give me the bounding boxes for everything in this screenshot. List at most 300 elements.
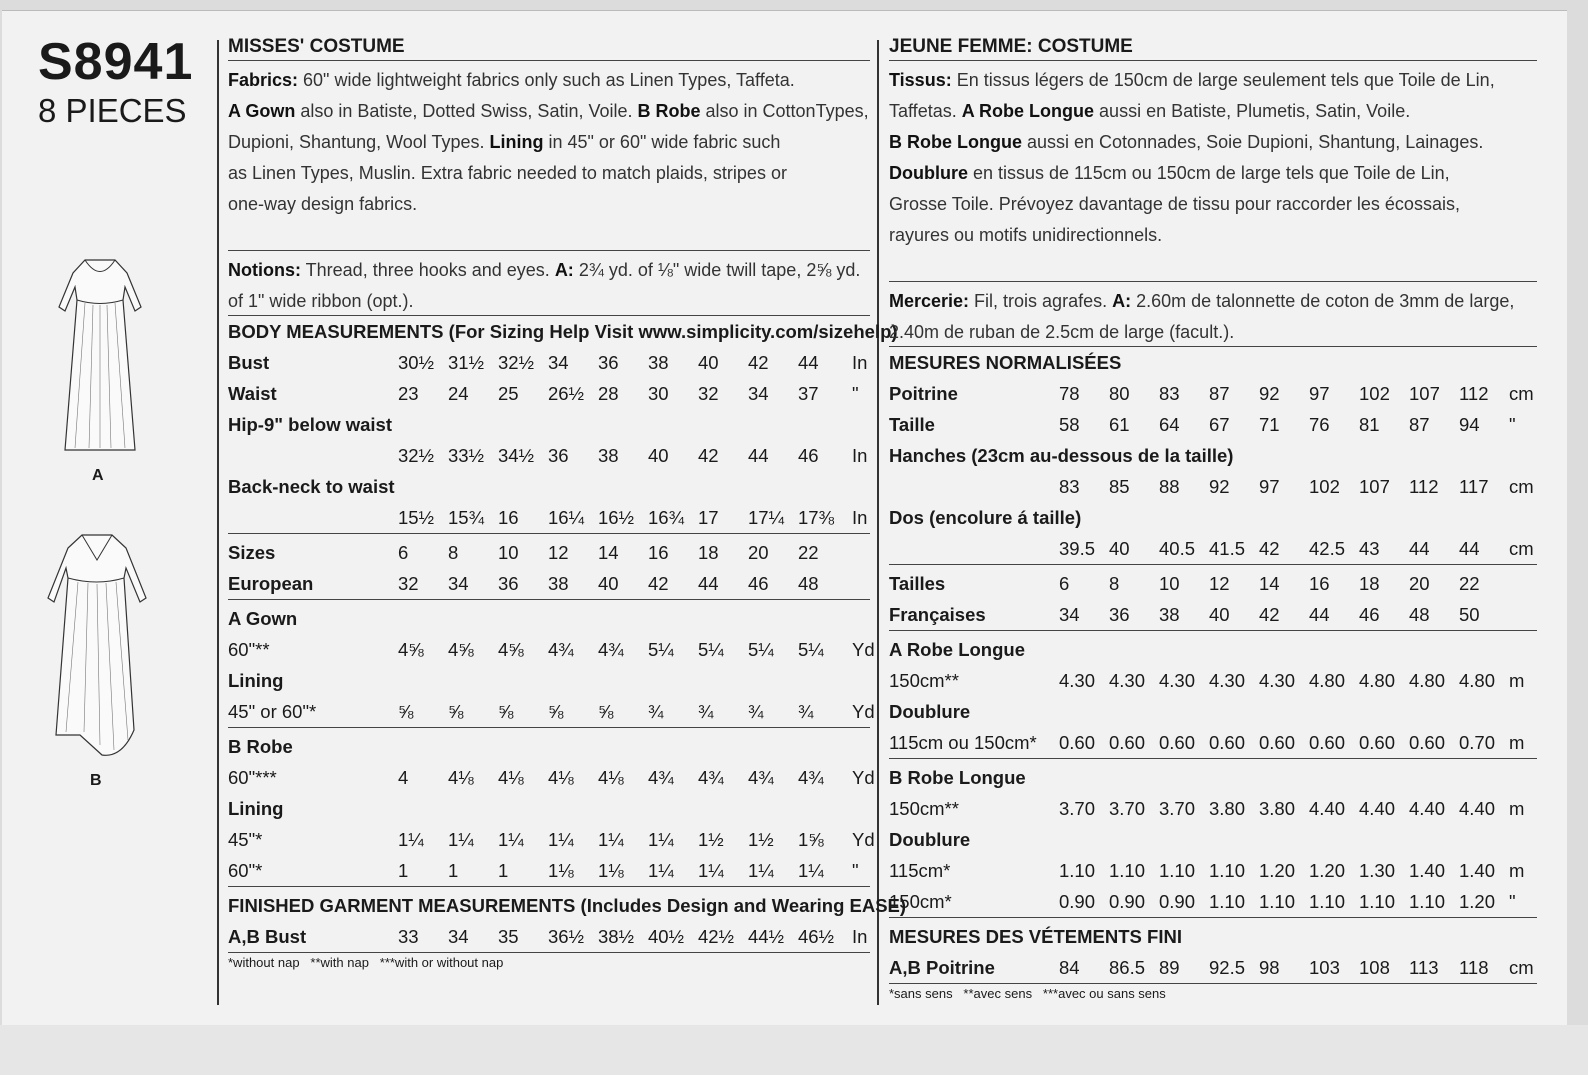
european-row-value: 46 bbox=[1359, 604, 1380, 625]
fabrics-text: aussi en Cotonnades, Soie Dupioni, Shantung, Lainages. bbox=[1022, 132, 1484, 152]
back-row-value: 16 bbox=[498, 507, 519, 528]
a-gown-row-value: 4.30 bbox=[1209, 670, 1246, 691]
european-row-value: 38 bbox=[1159, 604, 1180, 625]
bust-row-value: 78 bbox=[1059, 383, 1080, 404]
bust-row-unit: In bbox=[852, 352, 868, 373]
notions-text: 2.40m de ruban de 2.5cm de large (facult.). bbox=[889, 322, 1235, 342]
b-lining-label-row-text: Lining bbox=[228, 798, 284, 819]
sizes-row-value: 22 bbox=[798, 542, 819, 563]
waist-row-value: 32 bbox=[698, 383, 719, 404]
fabrics-text: 60" wide lightweight fabrics only such as Linen Types, Taffeta. bbox=[298, 70, 795, 90]
back-row-value: 15¾ bbox=[448, 507, 485, 528]
european-row-value: 42 bbox=[1259, 604, 1280, 625]
b-lining-row-2-value: 1.20 bbox=[1459, 891, 1496, 912]
pattern-number: S8941 bbox=[38, 33, 194, 91]
a-gown-row-value: 4⅝ bbox=[498, 639, 524, 660]
sizes-row bbox=[889, 568, 1537, 599]
b-lining-row-1-value: 1¼ bbox=[398, 829, 424, 850]
background-strip bbox=[0, 1025, 1588, 1075]
finished-bust-row-value: 46½ bbox=[798, 926, 835, 947]
a-lining-row-value: 0.60 bbox=[1209, 732, 1246, 753]
a-lining-row-value: ¾ bbox=[648, 701, 664, 722]
european-row-value: 38 bbox=[548, 573, 569, 594]
a-gown-row-unit: m bbox=[1509, 670, 1525, 691]
b-lining-row-1-unit: m bbox=[1509, 860, 1525, 881]
european-row-value: 36 bbox=[1109, 604, 1130, 625]
a-lining-row-value: 0.60 bbox=[1109, 732, 1146, 753]
back-label-row bbox=[228, 471, 870, 502]
view-b-label: B bbox=[90, 772, 102, 789]
b-lining-row-1-value: 1½ bbox=[748, 829, 774, 850]
hip-row bbox=[889, 471, 1537, 502]
waist-row bbox=[889, 409, 1537, 440]
b-lining-row-2-value: 0.90 bbox=[1159, 891, 1196, 912]
back-row-value: 44 bbox=[1459, 538, 1480, 559]
a-lining-row-value: ⅝ bbox=[448, 701, 464, 722]
finished-bust-row-unit: In bbox=[852, 926, 868, 947]
b-lining-row-1-value: 1.20 bbox=[1309, 860, 1346, 881]
back-row-value: 16½ bbox=[598, 507, 635, 528]
fabrics-text: Types, Dupioni, Shantung, Wool Types. bbox=[228, 101, 869, 152]
hip-row-value: 107 bbox=[1359, 476, 1390, 497]
bust-row-value: 107 bbox=[1409, 383, 1440, 404]
b-robe-row-value: 4.40 bbox=[1409, 798, 1446, 819]
european-row-value: 44 bbox=[1309, 604, 1330, 625]
fabrics-bold: B Robe Longue bbox=[889, 132, 1022, 152]
waist-row-value: 58 bbox=[1059, 414, 1080, 435]
a-lining-row-label: 45" or 60"* bbox=[228, 701, 317, 722]
sizes-row-value: 20 bbox=[1409, 573, 1430, 594]
waist-row-value: 28 bbox=[598, 383, 619, 404]
fabrics-bold: Lining bbox=[489, 132, 544, 152]
b-lining-row-2-value: 1¼ bbox=[698, 860, 724, 881]
european-row-value: 48 bbox=[798, 573, 819, 594]
back-row-unit: In bbox=[852, 507, 868, 528]
divider bbox=[228, 952, 870, 953]
a-gown-row-value: 4¾ bbox=[598, 639, 624, 660]
body-measurements-title bbox=[228, 316, 898, 347]
back-row-value: 40.5 bbox=[1159, 538, 1196, 559]
finished-bust-row-value: 35 bbox=[498, 926, 519, 947]
a-lining-row-value: ¾ bbox=[698, 701, 714, 722]
fabrics-bold: A Robe Longue bbox=[961, 101, 1095, 121]
b-lining-row-2-value: 0.90 bbox=[1059, 891, 1096, 912]
finished-bust-row-value: 40½ bbox=[648, 926, 685, 947]
a-lining-row-value: ¾ bbox=[798, 701, 814, 722]
finished-bust-row-value: 38½ bbox=[598, 926, 635, 947]
b-robe-label-row-text: B Robe Longue bbox=[889, 767, 1026, 788]
sizes-row-value: 22 bbox=[1459, 573, 1480, 594]
hip-row-value: 85 bbox=[1109, 476, 1130, 497]
european-row-value: 34 bbox=[1059, 604, 1080, 625]
fabrics-paragraph bbox=[228, 61, 870, 251]
finished-bust-row bbox=[889, 952, 1537, 983]
notions-bold: Notions: bbox=[228, 260, 301, 280]
bust-row-value: 83 bbox=[1159, 383, 1180, 404]
notions-text: Thread, three hooks and eyes. bbox=[300, 260, 555, 280]
fabrics-text: aussi en Batiste, Plumetis, Satin, Voile. bbox=[1094, 101, 1411, 121]
column-divider-middle bbox=[877, 40, 879, 1005]
hip-row-value: 97 bbox=[1259, 476, 1280, 497]
fabrics-text: rayures ou motifs unidirectionnels. bbox=[889, 225, 1163, 245]
hip-row-value: 102 bbox=[1309, 476, 1340, 497]
notions-bold: A: bbox=[1112, 291, 1132, 311]
b-lining-row-2-value: 1 bbox=[448, 860, 459, 881]
b-robe-row-value: 3.70 bbox=[1159, 798, 1196, 819]
bust-row-value: 97 bbox=[1309, 383, 1330, 404]
a-lining-row-unit: Yd bbox=[852, 701, 875, 722]
sizes-row-value: 16 bbox=[648, 542, 669, 563]
bust-row-label: Bust bbox=[228, 352, 270, 373]
waist-row-value: 24 bbox=[448, 383, 469, 404]
back-row-value: 44 bbox=[1409, 538, 1430, 559]
b-lining-row-2-label: 60"* bbox=[228, 860, 263, 881]
a-gown-row-value: 4.80 bbox=[1309, 670, 1346, 691]
b-robe-row-value: 4.40 bbox=[1459, 798, 1496, 819]
b-lining-row-2-value: 1¼ bbox=[748, 860, 774, 881]
waist-row-value: 37 bbox=[798, 383, 819, 404]
sizes-row-value: 12 bbox=[548, 542, 569, 563]
waist-row-value: 61 bbox=[1109, 414, 1130, 435]
divider bbox=[889, 983, 1537, 984]
a-gown-label-row bbox=[889, 634, 1537, 665]
b-robe-row-value: 4¾ bbox=[798, 767, 824, 788]
hip-row-value: 34½ bbox=[498, 445, 535, 466]
sizes-row-value: 6 bbox=[1059, 573, 1070, 594]
waist-row-value: 87 bbox=[1409, 414, 1430, 435]
b-lining-row-2-value: 1 bbox=[398, 860, 409, 881]
sizes-row-value: 8 bbox=[1109, 573, 1120, 594]
fabrics-bold: Doublure bbox=[889, 163, 968, 183]
a-lining-row-value: 0.60 bbox=[1359, 732, 1396, 753]
notions-bold: Mercerie: bbox=[889, 291, 970, 311]
hip-row-value: 32½ bbox=[398, 445, 435, 466]
b-lining-label-row bbox=[889, 824, 1537, 855]
b-lining-row-1-value: 1.10 bbox=[1109, 860, 1146, 881]
a-lining-row-value: 0.60 bbox=[1409, 732, 1446, 753]
b-robe-row-value: 4¾ bbox=[648, 767, 674, 788]
bust-row-value: 92 bbox=[1259, 383, 1280, 404]
hip-row-value: 33½ bbox=[448, 445, 485, 466]
notions-bold: A: bbox=[554, 260, 574, 280]
european-row-value: 34 bbox=[448, 573, 469, 594]
a-lining-label-row-text: Lining bbox=[228, 670, 284, 691]
b-lining-label-row-text: Doublure bbox=[889, 829, 971, 850]
b-robe-label-row-text: B Robe bbox=[228, 736, 293, 757]
finished-bust-row-value: 84 bbox=[1059, 957, 1080, 978]
b-lining-row-2-value: 1.10 bbox=[1309, 891, 1346, 912]
european-row-value: 36 bbox=[498, 573, 519, 594]
a-gown-label-row-text: A Gown bbox=[228, 608, 298, 629]
finished-bust-row-value: 42½ bbox=[698, 926, 735, 947]
footnote: *sans sens **avec sens ***avec ou sans sens bbox=[889, 986, 1166, 1001]
sizes-row-label: Sizes bbox=[228, 542, 276, 563]
a-gown-row-value: 4.80 bbox=[1359, 670, 1396, 691]
waist-row-value: 81 bbox=[1359, 414, 1380, 435]
bust-row-value: 38 bbox=[648, 352, 669, 373]
waist-row-label: Taille bbox=[889, 414, 935, 435]
b-lining-row-2-unit: " bbox=[852, 860, 859, 881]
waist-row-value: 76 bbox=[1309, 414, 1330, 435]
body-measurements-title-text: BODY MEASUREMENTS (For Sizing Help Visit www.simplicity.com/sizehelp) bbox=[228, 321, 898, 342]
a-gown-row-value: 4.80 bbox=[1459, 670, 1496, 691]
hip-row-value: 88 bbox=[1159, 476, 1180, 497]
fabrics-text: also in Batiste, Dotted Swiss, Satin, Voile. bbox=[295, 101, 638, 121]
a-lining-row-value: 0.60 bbox=[1259, 732, 1296, 753]
notions-text: of 1" wide ribbon (opt.). bbox=[228, 291, 414, 311]
bust-row bbox=[228, 347, 870, 378]
waist-row-value: 26½ bbox=[548, 383, 585, 404]
section-title: MISSES' COSTUME bbox=[228, 34, 870, 61]
finished-bust-row-value: 86.5 bbox=[1109, 957, 1146, 978]
b-lining-row-2-value: 1.10 bbox=[1409, 891, 1446, 912]
view-a-label: A bbox=[92, 467, 104, 484]
a-lining-row-value: ⅝ bbox=[498, 701, 514, 722]
european-row-value: 42 bbox=[648, 573, 669, 594]
a-gown-row-value: 5¼ bbox=[798, 639, 824, 660]
b-lining-row-2-value: 1¼ bbox=[648, 860, 674, 881]
hip-row-unit: In bbox=[852, 445, 868, 466]
a-lining-label-row bbox=[228, 665, 870, 696]
view-b-sketch bbox=[42, 530, 152, 760]
bust-row-value: 44 bbox=[798, 352, 819, 373]
a-gown-row-value: 4.30 bbox=[1059, 670, 1096, 691]
b-lining-row-2-label: 150cm* bbox=[889, 891, 952, 912]
b-lining-row-2-value: 1.10 bbox=[1209, 891, 1246, 912]
hip-row-value: 42 bbox=[698, 445, 719, 466]
bust-row-value: 32½ bbox=[498, 352, 535, 373]
b-robe-row-value: 4¾ bbox=[748, 767, 774, 788]
body-measurements-title-text: MESURES NORMALISÉES bbox=[889, 352, 1122, 373]
section-title: JEUNE FEMME: COSTUME bbox=[889, 34, 1537, 61]
european-row bbox=[889, 599, 1537, 630]
b-lining-label-row bbox=[228, 793, 870, 824]
bust-row-value: 30½ bbox=[398, 352, 435, 373]
column-divider-left bbox=[217, 40, 219, 1005]
european-row-value: 40 bbox=[1209, 604, 1230, 625]
back-row-value: 16¾ bbox=[648, 507, 685, 528]
bust-row-value: 42 bbox=[748, 352, 769, 373]
finished-bust-row bbox=[228, 921, 870, 952]
european-row-value: 40 bbox=[598, 573, 619, 594]
hip-row-value: 92 bbox=[1209, 476, 1230, 497]
bust-row-value: 40 bbox=[698, 352, 719, 373]
sizes-row-value: 20 bbox=[748, 542, 769, 563]
back-row-value: 17¼ bbox=[748, 507, 785, 528]
fabrics-text: en tissus de 115cm ou 150cm de large tels que Toile de Lin, bbox=[968, 163, 1450, 183]
b-lining-row-2-value: 0.90 bbox=[1109, 891, 1146, 912]
finished-bust-row-value: 44½ bbox=[748, 926, 785, 947]
b-lining-row-1-value: 1.10 bbox=[1059, 860, 1096, 881]
b-lining-row-2-unit: " bbox=[1509, 891, 1516, 912]
a-lining-label-row bbox=[889, 696, 1537, 727]
fabrics-text: Grosse Toile. Prévoyez davantage de tissu pour raccorder les écossais, bbox=[889, 194, 1460, 214]
hip-row-value: 44 bbox=[748, 445, 769, 466]
finished-bust-row-value: 89 bbox=[1159, 957, 1180, 978]
english-column bbox=[228, 34, 907, 970]
fabrics-bold: A Gown bbox=[228, 101, 296, 121]
b-lining-row-1-value: 1.10 bbox=[1209, 860, 1246, 881]
b-lining-row-2-value: 1.10 bbox=[1259, 891, 1296, 912]
finished-measurements-title bbox=[889, 921, 1537, 952]
fabrics-text: Taffetas. bbox=[889, 101, 962, 121]
hip-label-row-text: Hanches (23cm au-dessous de la taille) bbox=[889, 445, 1234, 466]
b-robe-row-value: 4.40 bbox=[1309, 798, 1346, 819]
b-robe-row-label: 60"*** bbox=[228, 767, 277, 788]
sizes-row-value: 8 bbox=[448, 542, 459, 563]
notions-text: Fil, trois agrafes. bbox=[969, 291, 1113, 311]
notions-text: 2¾ yd. of ⅛" wide twill tape, 2⅝ yd. bbox=[573, 260, 861, 280]
a-lining-row bbox=[228, 696, 875, 727]
sizes-row-value: 14 bbox=[1259, 573, 1280, 594]
fabrics-bold: Tissus: bbox=[889, 70, 952, 90]
back-row-value: 43 bbox=[1359, 538, 1380, 559]
finished-bust-row-value: 34 bbox=[448, 926, 469, 947]
b-robe-row-unit: m bbox=[1509, 798, 1525, 819]
b-lining-row-1-value: 1⅝ bbox=[798, 829, 824, 850]
waist-row-value: 71 bbox=[1259, 414, 1280, 435]
body-measurements-title bbox=[889, 347, 1537, 378]
a-lining-row bbox=[889, 727, 1537, 758]
a-gown-row-value: 5¼ bbox=[748, 639, 774, 660]
a-gown-row-value: 5¼ bbox=[698, 639, 724, 660]
sizes-row-value: 18 bbox=[1359, 573, 1380, 594]
bust-row-label: Poitrine bbox=[889, 383, 958, 404]
b-robe-row-value: 4⅛ bbox=[598, 767, 624, 788]
footnote: *without nap **with nap ***with or without nap bbox=[228, 955, 504, 970]
b-lining-row-1-value: 1.30 bbox=[1359, 860, 1396, 881]
a-lining-row-value: ⅝ bbox=[398, 701, 414, 722]
waist-row-value: 25 bbox=[498, 383, 519, 404]
bust-row bbox=[889, 378, 1537, 409]
sizes-row-value: 12 bbox=[1209, 573, 1230, 594]
sizes-row-value: 10 bbox=[498, 542, 519, 563]
b-robe-row-unit: Yd bbox=[852, 767, 875, 788]
a-gown-row-label: 150cm** bbox=[889, 670, 959, 691]
back-label-row-text: Dos (encolure á taille) bbox=[889, 507, 1082, 528]
a-gown-row bbox=[228, 634, 875, 665]
b-robe-row-value: 4⅛ bbox=[498, 767, 524, 788]
hip-row-value: 46 bbox=[798, 445, 819, 466]
a-gown-row-value: 4.30 bbox=[1159, 670, 1196, 691]
b-robe-row-value: 4¾ bbox=[698, 767, 724, 788]
finished-bust-row-label: A,B Bust bbox=[228, 926, 307, 947]
hip-label-row bbox=[889, 440, 1537, 471]
waist-row-value: 67 bbox=[1209, 414, 1230, 435]
notions-paragraph bbox=[228, 251, 870, 316]
waist-row-unit: " bbox=[1509, 414, 1516, 435]
b-lining-row-1-value: 1.10 bbox=[1159, 860, 1196, 881]
french-column bbox=[889, 34, 1537, 1001]
fabrics-bold: B Robe bbox=[637, 101, 701, 121]
bust-row-value: 112 bbox=[1459, 383, 1489, 404]
fabrics-bold: Fabrics: bbox=[228, 70, 299, 90]
b-robe-row-value: 3.70 bbox=[1109, 798, 1146, 819]
finished-bust-row-value: 98 bbox=[1259, 957, 1280, 978]
b-lining-row-1-value: 1½ bbox=[698, 829, 724, 850]
a-gown-row-label: 60"** bbox=[228, 639, 270, 660]
finished-bust-row-value: 92.5 bbox=[1209, 957, 1246, 978]
sizes-row-value: 18 bbox=[698, 542, 719, 563]
back-row-value: 42 bbox=[1259, 538, 1280, 559]
b-lining-row-1-value: 1¼ bbox=[598, 829, 624, 850]
a-lining-row-value: ⅝ bbox=[598, 701, 614, 722]
view-a-sketch bbox=[55, 255, 145, 455]
fabrics-text: in 45" or 60" wide fabric such bbox=[543, 132, 781, 152]
measurement-table bbox=[228, 316, 907, 970]
back-row-value: 39.5 bbox=[1059, 538, 1096, 559]
fabrics-paragraph bbox=[889, 61, 1537, 282]
a-gown-row-value: 5¼ bbox=[648, 639, 674, 660]
hip-row-value: 36 bbox=[548, 445, 569, 466]
a-gown-row-value: 4.30 bbox=[1259, 670, 1296, 691]
hip-label-row-text: Hip-9" below waist bbox=[228, 414, 392, 435]
european-row-label: Françaises bbox=[889, 604, 986, 625]
hip-row bbox=[228, 440, 870, 471]
waist-row-label: Waist bbox=[228, 383, 277, 404]
b-lining-row-1 bbox=[889, 855, 1537, 886]
sizes-row-value: 6 bbox=[398, 542, 409, 563]
bust-row-value: 87 bbox=[1209, 383, 1230, 404]
bust-row-value: 36 bbox=[598, 352, 619, 373]
european-row bbox=[228, 568, 870, 599]
bust-row-value: 80 bbox=[1109, 383, 1130, 404]
european-row-value: 46 bbox=[748, 573, 769, 594]
hip-row-value: 117 bbox=[1459, 476, 1489, 497]
bust-row-value: 34 bbox=[548, 352, 569, 373]
european-row-value: 44 bbox=[698, 573, 719, 594]
a-lining-row-label: 115cm ou 150cm* bbox=[889, 732, 1037, 753]
b-lining-row-1-value: 1¼ bbox=[448, 829, 474, 850]
a-gown-label-row bbox=[228, 603, 870, 634]
b-lining-row-2 bbox=[228, 855, 870, 886]
back-row-value: 17 bbox=[698, 507, 719, 528]
hip-row-value: 112 bbox=[1409, 476, 1439, 497]
finished-bust-row-label: A,B Poitrine bbox=[889, 957, 995, 978]
a-lining-row-value: 0.60 bbox=[1309, 732, 1346, 753]
b-robe-label-row bbox=[889, 762, 1537, 793]
sizes-row-label: Tailles bbox=[889, 573, 946, 594]
fabrics-text: one-way design fabrics. bbox=[228, 194, 418, 214]
a-lining-row-value: ⅝ bbox=[548, 701, 564, 722]
a-gown-label-row-text: A Robe Longue bbox=[889, 639, 1025, 660]
finished-bust-row-value: 113 bbox=[1409, 957, 1439, 978]
a-gown-row-unit: Yd bbox=[852, 639, 875, 660]
back-row-value: 17⅜ bbox=[798, 507, 835, 528]
b-lining-row-2-value: 1 bbox=[498, 860, 509, 881]
waist-row-unit: " bbox=[852, 383, 859, 404]
b-lining-row-1-value: 1.40 bbox=[1409, 860, 1446, 881]
a-lining-label-row-text: Doublure bbox=[889, 701, 971, 722]
back-row-value: 41.5 bbox=[1209, 538, 1246, 559]
european-row-value: 32 bbox=[398, 573, 419, 594]
a-gown-row-value: 4⅝ bbox=[448, 639, 474, 660]
a-gown-row-value: 4⅝ bbox=[398, 639, 424, 660]
back-label-row bbox=[889, 502, 1537, 533]
b-lining-row-1-label: 45"* bbox=[228, 829, 263, 850]
b-lining-row-2-value: 1.10 bbox=[1359, 891, 1396, 912]
sizes-row bbox=[228, 537, 870, 568]
b-robe-row bbox=[228, 762, 875, 793]
waist-row-value: 64 bbox=[1159, 414, 1180, 435]
finished-measurements-title-text: MESURES DES VÉTEMENTS FINI bbox=[889, 926, 1182, 947]
a-lining-row-value: 0.70 bbox=[1459, 732, 1496, 753]
pattern-pieces-count: 8 PIECES bbox=[38, 92, 187, 129]
b-lining-row-1-unit: Yd bbox=[852, 829, 875, 850]
b-lining-row-2 bbox=[889, 886, 1537, 917]
b-robe-row-value: 4⅛ bbox=[448, 767, 474, 788]
sizes-row-value: 14 bbox=[598, 542, 619, 563]
